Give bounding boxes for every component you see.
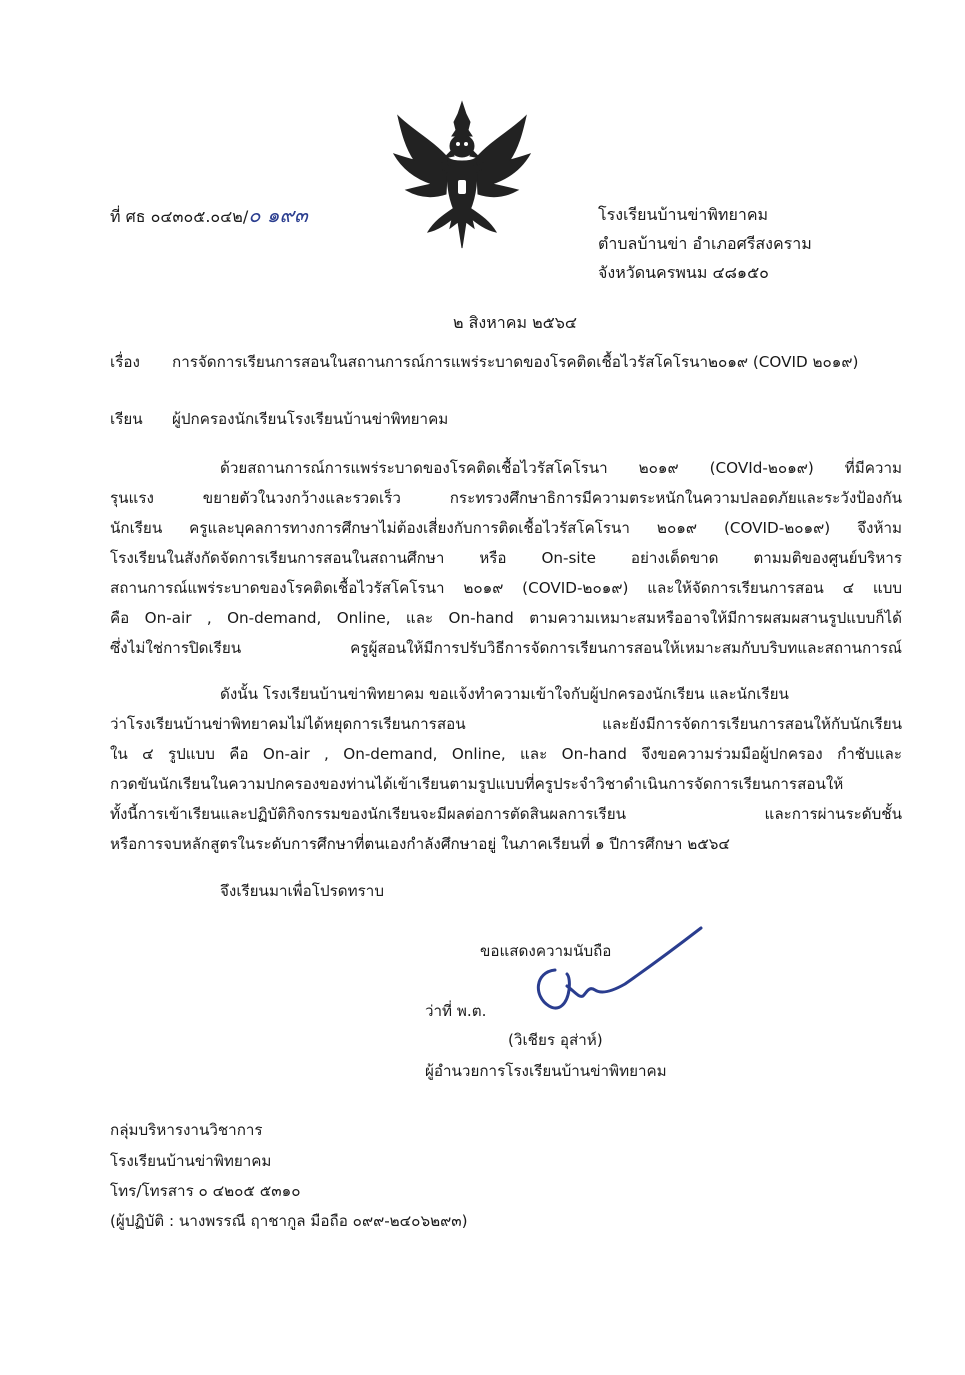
paragraph-1-line: ด้วยสถานการณ์การแพร่ระบาดของโรคติดเชื้อไวรัสโคโรนา ๒๐๑๙ (COVId-๒๐๑๙) ที่มีความ — [220, 459, 902, 477]
paragraph-1-line: นักเรียน ครูและบุคลการทางการศึกษาไม่ต้องเสี่ยงกับการติดเชื้อไวรัสโคโรนา ๒๐๑๙ (COVID-๒๐๑๙) จึงห้าม — [110, 519, 902, 537]
signer-rank: ว่าที่ พ.ต. — [425, 1002, 487, 1020]
document-number-prefix: ที่ ศธ ๐๔๓๐๕.๐๔๒/ — [110, 207, 249, 226]
recipient-label: เรียน — [110, 410, 143, 428]
signer-position: ผู้อำนวยการโรงเรียนบ้านข่าพิทยาคม — [425, 1062, 667, 1080]
sender-address-line-1: โรงเรียนบ้านข่าพิทยาคม — [598, 205, 769, 224]
paragraph-2-line: หรือการจบหลักสูตรในระดับการศึกษาที่ตนเองกำลังศึกษาอยู่ ในภาคเรียนที่ ๑ ปีการศึกษา ๒๕๖๔ — [110, 835, 730, 853]
document-number — [110, 204, 308, 228]
body-paragraph-1 — [110, 453, 902, 663]
footer-phone: โทร/โทรสาร ๐ ๔๒๐๕ ๕๓๑๐ — [110, 1182, 301, 1200]
paragraph-2-line: ดังนั้น โรงเรียนบ้านข่าพิทยาคม ขอแจ้งทำความเข้าใจกับผู้ปกครองนักเรียน และนักเรียน — [220, 685, 789, 703]
paragraph-1-line: โรงเรียนในสังกัดจัดการเรียนการสอนในสถานศึกษา หรือ On-site อย่างเด็ดขาด ตามมติของศูนย์บริหาร — [110, 549, 902, 567]
paragraph-1-line: ซึ่งไม่ใช่การปิดเรียน ครูผู้สอนให้มีการปรับวิธีการจัดการเรียนการสอนให้เหมาะสมกับบริบทและสถานการณ์ — [110, 639, 902, 657]
body-paragraph-2 — [110, 679, 902, 859]
paragraph-2-line: ทั้งนี้การเข้าเรียนและปฏิบัติกิจกรรมของนักเรียนจะมีผลต่อการตัดสินผลการเรียน และการผ่านระดับชั้น — [110, 805, 902, 823]
garuda-emblem-icon — [392, 100, 532, 250]
paragraph-1-line: รุนแรง ขยายตัวในวงกว้างและรวดเร็ว กระทรวงศึกษาธิการมีความตระหนักในความปลอดภัยและระวังป้องกัน — [110, 489, 902, 507]
letter-date: ๒ สิงหาคม ๒๕๖๔ — [453, 313, 577, 332]
recipient-text: ผู้ปกครองนักเรียนโรงเรียนบ้านข่าพิทยาคม — [172, 410, 449, 428]
paragraph-1-line: คือ On-air , On-demand, Online, และ On-hand ตามความเหมาะสมหรืออาจให้มีการผสมผสานรูปแบบก็ได้ — [110, 609, 902, 627]
footer-contact-person: (ผู้ปฏิบัติ : นางพรรณี ฤาชากูล มือถือ ๐๙๙-๒๔๐๖๒๙๓) — [110, 1212, 468, 1230]
handwritten-signature — [515, 926, 705, 1026]
signer-name: (วิเชียร อุส่าห์) — [508, 1031, 603, 1049]
paragraph-2-line: กวดขันนักเรียนในความปกครองของท่านได้เข้าเรียนตามรูปแบบที่ครูประจำวิชาดำเนินการจัดการเรียนการสอนให้ — [110, 775, 844, 793]
salutation: ขอแสดงความนับถือ — [480, 942, 612, 960]
subject-label: เรื่อง — [110, 353, 140, 371]
footer-school: โรงเรียนบ้านข่าพิทยาคม — [110, 1152, 272, 1170]
paragraph-2-line: ใน ๔ รูปแบบ คือ On-air , On-demand, Online, และ On-hand จึงขอความร่วมมือผู้ปกครอง กำชับและ — [110, 745, 902, 763]
subject-text: การจัดการเรียนการสอนในสถานการณ์การแพร่ระบาดของโรคติดเชื้อไวรัสโคโรนา๒๐๑๙ (COVID ๒๐๑๙) — [172, 353, 859, 371]
paragraph-1-line: สถานการณ์แพร่ระบาดของโรคติดเชื้อไวรัสโคโรนา ๒๐๑๙ (COVID-๒๐๑๙) และให้จัดการเรียนการสอน ๔ แบบ — [110, 579, 902, 597]
document-number-handwritten: ๐ ๑๙๓ — [248, 203, 308, 227]
footer-department: กลุ่มบริหารงานวิชาการ — [110, 1121, 263, 1139]
sender-address-line-2: ตำบลบ้านข่า อำเภอศรีสงคราม — [598, 234, 812, 253]
paragraph-2-line: ว่าโรงเรียนบ้านข่าพิทยาคมไม่ได้หยุดการเรียนการสอน และยังมีการจัดการเรียนการสอนให้กับนักเรียน — [110, 715, 902, 733]
closing-line: จึงเรียนมาเพื่อโปรดทราบ — [220, 882, 384, 900]
sender-address-line-3: จังหวัดนครพนม ๔๘๑๕๐ — [598, 263, 769, 282]
